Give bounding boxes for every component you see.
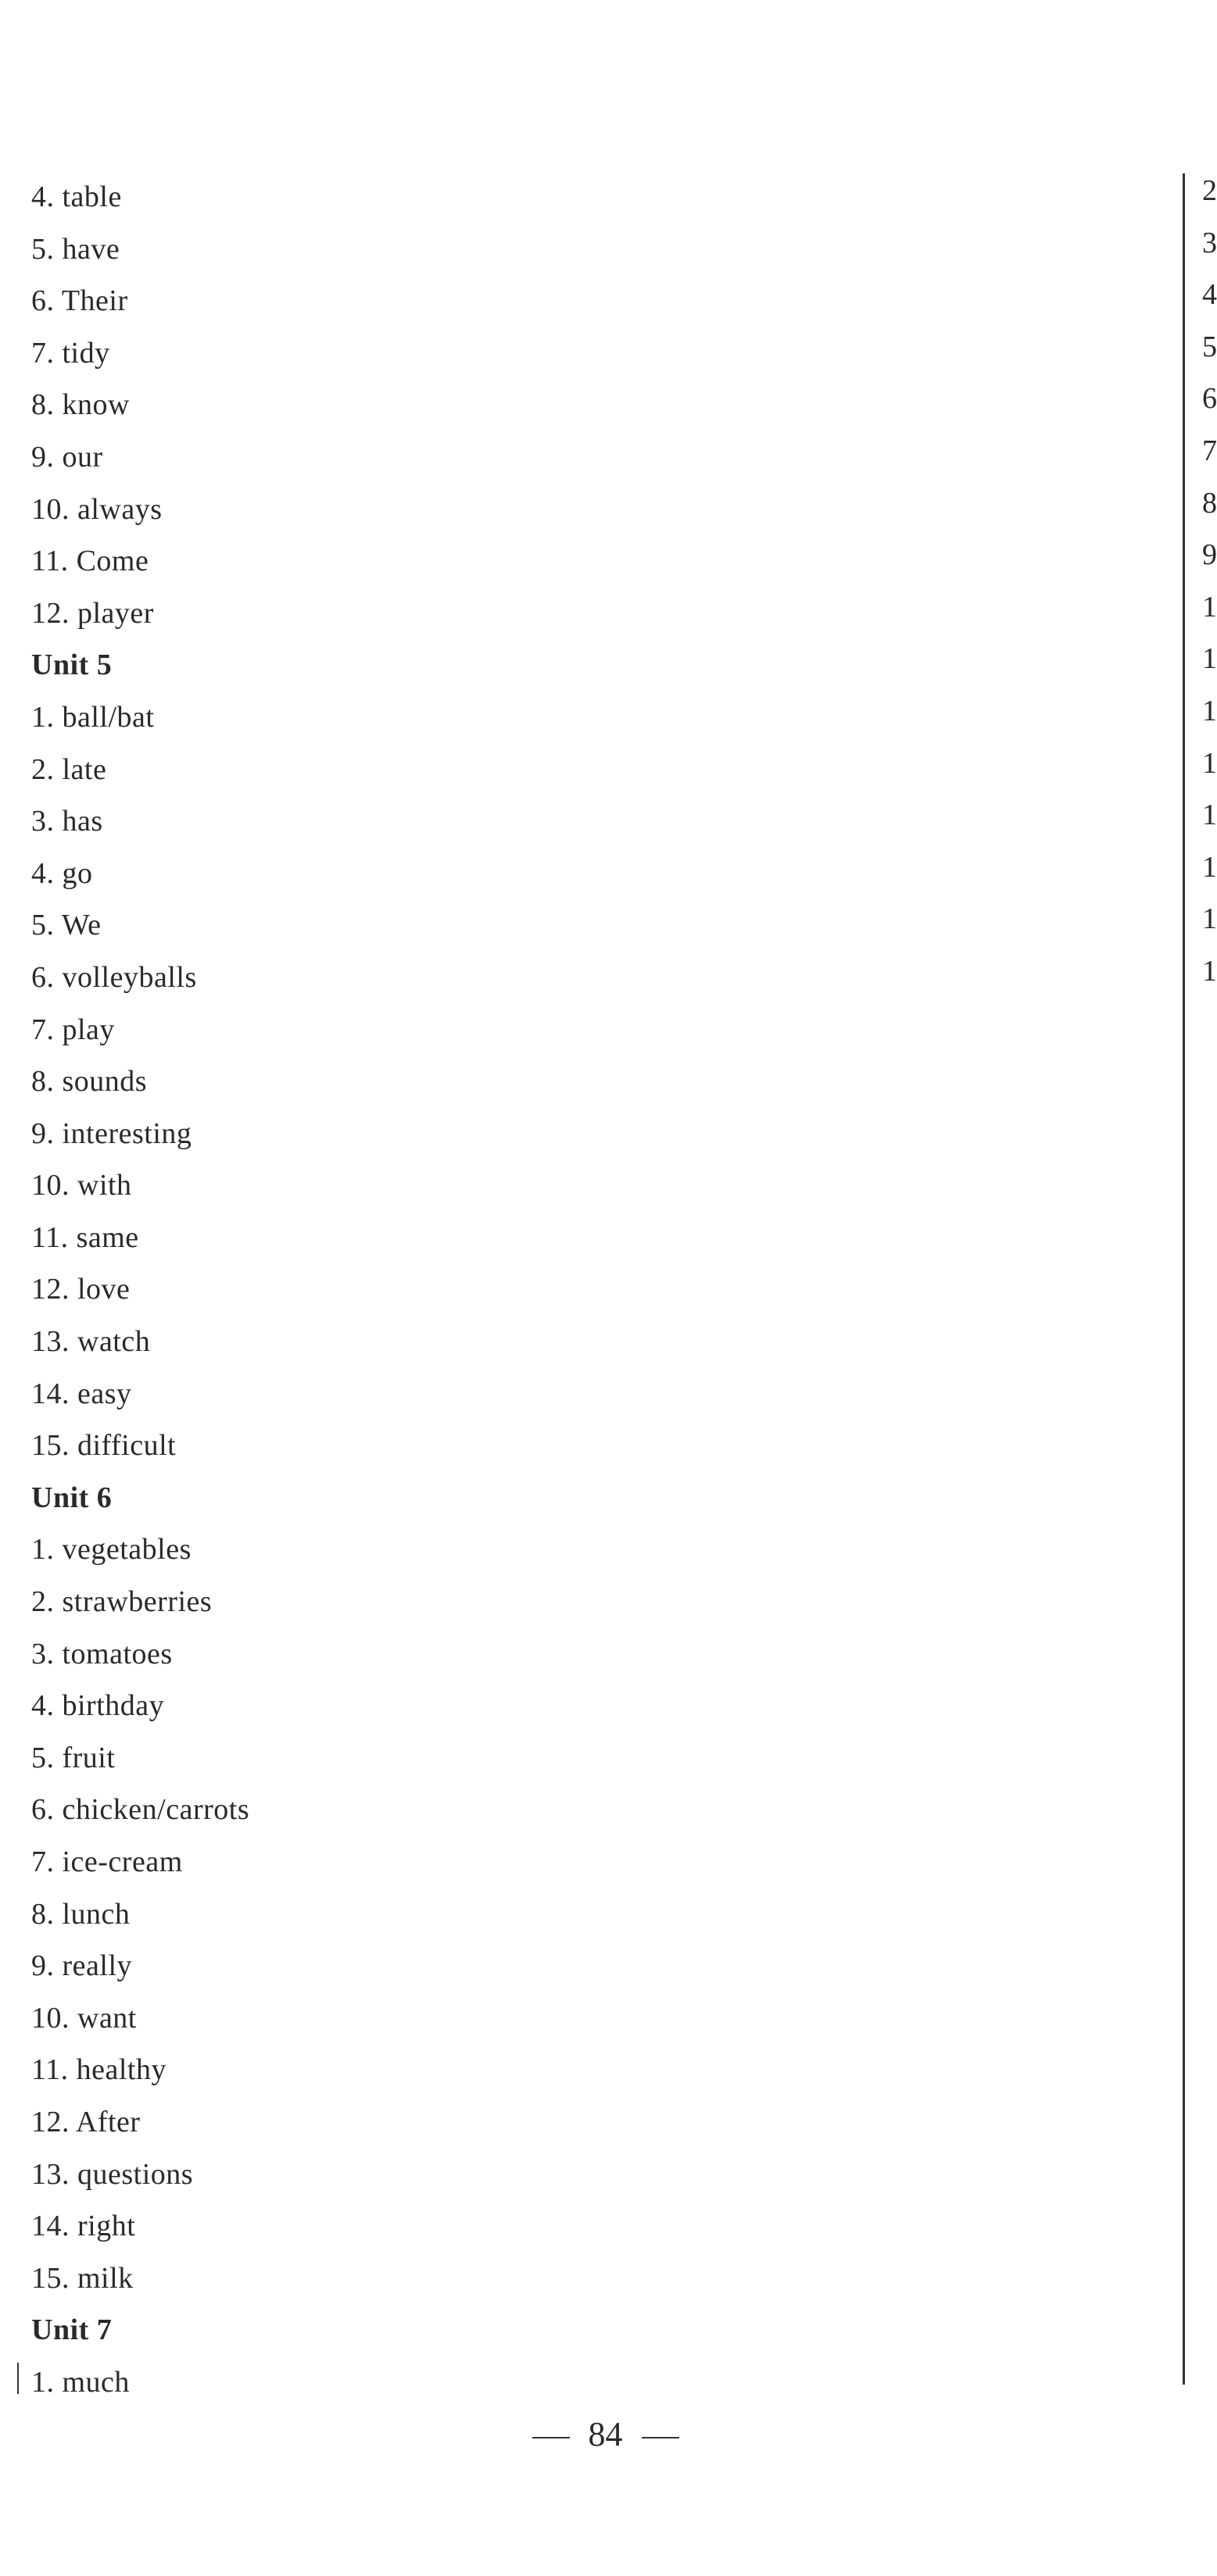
answer-item: 8. lunch [31,1897,131,1931]
footer-dash-left [532,2437,570,2438]
answer-item: 5. fruit [31,1741,116,1774]
answer-item: 11. same [31,1220,139,1254]
answer-item: 4. go [31,856,93,890]
right-column-cutoff [1202,173,1217,1006]
answer-item: 15. difficult [31,1429,177,1463]
answer-item: 9. interesting [31,1117,192,1150]
answer-item: 1. vegetables [31,1533,191,1567]
answer-item: 12. After [31,2105,141,2138]
left-column-rule [17,2363,19,2394]
answer-list [31,180,657,2417]
answer-item: 7. tidy [31,336,110,370]
footer-dash-right [642,2437,679,2438]
answer-item: 6. Their [31,284,128,318]
answer-item: 6. volleyballs [31,960,197,994]
answer-item: 7. play [31,1013,115,1046]
answer-item: 10. with [31,1169,132,1202]
answer-item: 10. want [31,2001,137,2035]
page-footer [0,2414,1211,2454]
answer-item: 4. birthday [31,1689,165,1723]
answer-item: 14. right [31,2210,136,2243]
answer-item: 13. watch [31,1325,151,1359]
right-column-fragment: 6 [1202,382,1217,416]
right-column-fragment: 4 [1202,278,1217,312]
answer-item: 10. always [31,492,163,526]
answer-item: 7. ice-cream [31,1845,183,1878]
unit-heading: Unit 6 [31,1481,113,1514]
right-column-fragment: 5 [1202,330,1217,363]
answer-item: 2. strawberries [31,1585,213,1619]
answer-item: 1. much [31,2365,130,2399]
right-column-fragment: 1 [1202,694,1217,727]
right-column-fragment: 2 [1202,174,1217,207]
unit-heading: Unit 5 [31,648,113,682]
right-column-fragment: 1 [1202,746,1217,780]
answer-item: 9. our [31,440,103,473]
answer-item: 11. Come [31,545,149,578]
answer-item: 2. late [31,752,107,786]
right-column-fragment: 9 [1202,538,1217,572]
answer-item: 8. know [31,388,130,422]
unit-heading: Unit 7 [31,2313,113,2347]
answer-item: 1. ball/bat [31,700,155,734]
answer-item: 12. love [31,1273,131,1306]
answer-item: 8. sounds [31,1065,148,1099]
answer-item: 9. really [31,1949,133,1983]
answer-item: 14. easy [31,1377,132,1410]
right-column-fragment: 3 [1202,226,1217,259]
right-column-fragment: 1 [1202,590,1217,623]
answer-item: 15. milk [31,2261,134,2295]
right-column-fragment: 1 [1202,902,1217,936]
right-column-fragment: 1 [1202,799,1217,832]
right-column-fragment: 1 [1202,642,1217,676]
right-column-fragment: 1 [1202,954,1217,988]
right-column-fragment: 1 [1202,850,1217,884]
answer-item: 6. chicken/carrots [31,1793,250,1827]
answer-item: 4. table [31,180,122,213]
answer-item: 3. tomatoes [31,1637,173,1670]
answer-item: 5. We [31,909,102,942]
answer-item: 3. has [31,805,103,838]
column-divider-rule [1183,173,1185,2385]
answer-item: 13. questions [31,2157,194,2191]
right-column-fragment: 7 [1202,434,1217,467]
answer-item: 11. healthy [31,2053,166,2087]
answer-item: 5. have [31,232,120,266]
answer-item: 12. player [31,596,154,630]
page-number: 84 [588,2415,623,2453]
right-column-fragment: 8 [1202,486,1217,520]
